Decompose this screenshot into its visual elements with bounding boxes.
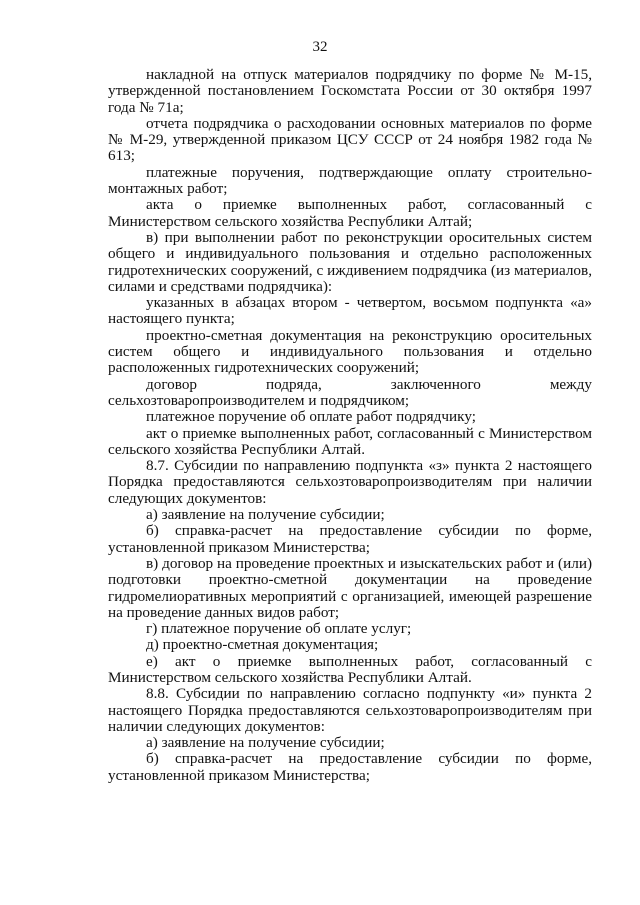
paragraph: отчета подрядчика о расходовании основных материалов по форме № М-29, утвержденной приказом ЦСУ СССР от 24 ноября 1982 года № 613; [108,114,592,165]
paragraph: б) справка-расчет на предоставление субсидии по форме, установленной приказом Министерства; [108,750,592,784]
paragraph: акта о приемке выполненных работ, согласованный с Министерством сельского хозяйства Республики Алтай; [108,196,592,230]
document-body [108,67,592,784]
paragraph: в) при выполнении работ по реконструкции оросительных систем общего и индивидуального пользования и отдельно расположенных гидротехнических сооружений, с иждивением подрядчика (из материалов, силами и средствами подрядчика): [108,228,592,295]
paragraph: проектно-сметная документация на реконструкцию оросительных систем общего и индивидуального пользования и отдельно расположенных гидротехнических сооружений; [108,326,592,377]
paragraph: акт о приемке выполненных работ, согласованный с Министерством сельского хозяйства Республики Алтай. [108,424,592,458]
paragraph: договор подряда, заключенного между сельхозтоваропроизводителем и подрядчиком; [108,375,592,409]
paragraph: накладной на отпуск материалов подрядчику по форме № М-15, утвержденной постановлением Госкомстата России от 30 октября 1997 года № 71а; [108,66,592,116]
paragraph: е) акт о приемке выполненных работ, согласованный с Министерством сельского хозяйства Республики Алтай. [108,652,592,686]
paragraph: г) платежное поручение об оплате услуг; [146,620,412,638]
paragraph: б) справка-расчет на предоставление субсидии по форме, установленной приказом Министерства; [108,522,592,556]
paragraph: платежное поручение об оплате работ подрядчику; [146,408,476,426]
paragraph: 8.8. Субсидии по направлению согласно подпункту «и» пункта 2 настоящего Порядка предоставляются сельхозтоваропроизводителям при наличии следующих документов: [108,685,592,735]
paragraph: д) проектно-сметная документация; [146,636,379,654]
paragraph: а) заявление на получение субсидии; [146,506,385,524]
paragraph: указанных в абзацах втором - четвертом, восьмом подпункта «а» настоящего пункта; [108,294,592,328]
paragraph: а) заявление на получение субсидии; [146,734,385,752]
paragraph: платежные поручения, подтверждающие оплату строительно-монтажных работ; [108,163,592,198]
paragraph: 8.7. Субсидии по направлению подпункта «з» пункта 2 настоящего Порядка предоставляются сельхозтоваропроизводителям при наличии следующих документов: [108,457,592,507]
paragraph: в) договор на проведение проектных и изыскательских работ и (или) подготовки проектно-сметной документации на проведение гидромелиоративных мероприятий с организацией, имеющей разрешение на проведение данных видов работ; [108,554,592,621]
page-number: 32 [312,39,328,55]
